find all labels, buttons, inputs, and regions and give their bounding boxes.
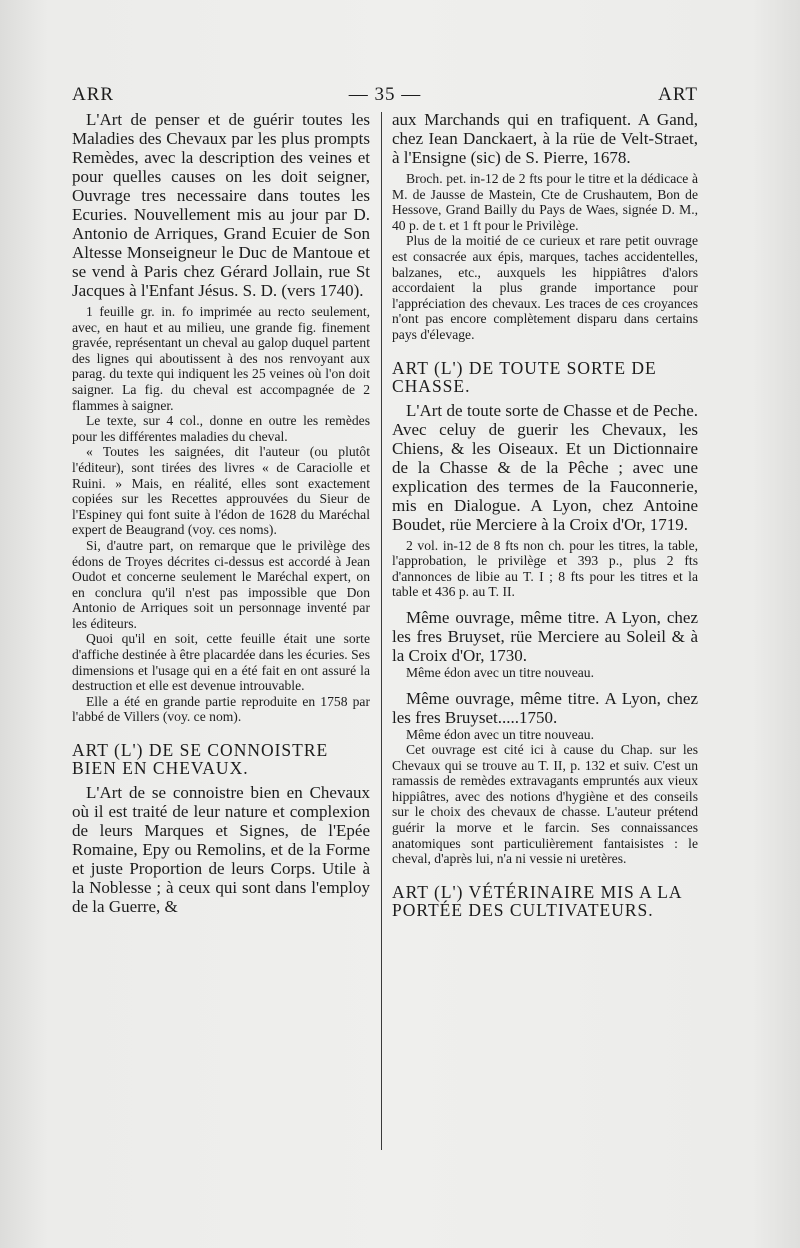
entry-note: Cet ouvrage est cité ici à cause du Chap. sur les Chevaux qui se trouve au T. II, p. 132 et suiv. C'est un ramassis de remèdes extravagants empruntés aux vieux hippiâtres, avec des notions d'hygiène et des conseils sur le choix des chevaux de chasse. L'auteur prétend guérir la morve et le farcin. Ses connaissances anatomiques sont particulièrement fantaisistes : le cheval, d'après lui, n'a ni vessie ni uretères.	[392, 742, 698, 867]
entry-note: Quoi qu'il en soit, cette feuille était une sorte d'affiche destinée à être placardée dans les écuries. Ses dimensions et l'usage qui en a été fait en ont assuré la destruction et elle est devenue introuvable.	[72, 631, 370, 694]
running-header	[72, 84, 698, 108]
entry-title: L'Art de penser et de guérir toutes les Maladies des Chevaux par les plus prompts Remèdes, avec la description des veines et pour quelles causes on les doit seigner, Ouvrage tres necessaire dans toutes les Ecuries. Nouvellement mis au jour par D. Antonio de Arriques, Grand Ecuier de Son Altesse Monseigneur le Duc de Mantoue et se vend à Paris chez Gérard Jollain, rue St Jacques à l'Enfant Jésus. S. D. (vers 1740).	[72, 110, 370, 300]
entry-description: 2 vol. in-12 de 8 fts non ch. pour les titres, la table, l'approbation, le privilège et 393 p., plus 2 fts d'annonces de libie au T. I ; 8 fts pour les titres et la table et 436 p. au T. II.	[392, 537, 698, 600]
edition-note: Même édon avec un titre nouveau.	[406, 726, 594, 742]
entry-title: L'Art de se connoistre bien en Chevaux où il est traité de leur nature et complexion de leurs Marques et Signes, de l'Epée Romaine, Epy ou Remolins, et de la Forme et juste Proportion de leurs Corps. Utile à la Noblesse ; à ceux qui sont dans l'employ de la Guerre, &	[72, 783, 370, 917]
header-right: ART	[658, 84, 698, 105]
right-column	[392, 110, 698, 925]
entry-note: « Toutes les saignées, dit l'auteur (ou plutôt l'éditeur), sont tirées des livres « de Caraciolle et Ruini. » Mais, en réalité, elles sont exactement copiées sur les Recettes approuvées du Sieur de l'Espiney qui font suite à l'édon de 1628 du Maréchal expert de Beaugrand (voy. ces noms).	[72, 444, 370, 538]
entry-description: 1 feuille gr. in. fo imprimée au recto seulement, avec, en haut et au milieu, une grande fig. finement gravée, représentant un cheval au galop duquel partent des lignes qui aboutissent à des nos renvoyant aux parag. du texte qui indiquent les 25 veines où l'on doit saigner. La fig. du cheval est accompagnée de 2 flammes à saigner.	[72, 304, 370, 413]
edition-title: Même ouvrage, même titre. A Lyon, chez les fres Bruyset.....1750.	[392, 688, 698, 727]
page-number: — 35 —	[348, 84, 422, 105]
column-divider	[381, 112, 382, 1150]
left-column	[72, 110, 370, 916]
entry-note: Le texte, sur 4 col., donne en outre les remèdes pour les différentes maladies du cheval.	[72, 413, 370, 444]
entry-note: Elle a été en grande partie reproduite en 1758 par l'abbé de Villers (voy. ce nom).	[72, 693, 370, 725]
entry-title: L'Art de toute sorte de Chasse et de Peche. Avec celuy de guerir les Chevaux, les Chiens, & les Oiseaux. Et un Dictionnaire de la Chasse & de la Pêche ; avec une explication des termes de la Fauconnerie, mis en Dialogue. A Lyon, chez Antoine Boudet, rüe Merciere à la Croix d'Or, 1719.	[392, 400, 698, 534]
entry-description: Broch. pet. in-12 de 2 fts pour le titre et la dédicace à M. de Jausse de Mastein, Cte de Crushautem, Bon de Hessove, Grand Bailly du Pays de Waes, signée D. M., 40 p. de t. et 1 ft pour le Privilège.	[392, 171, 698, 233]
entry-heading: ART (L') DE TOUTE SORTE DE CHASSE.	[392, 357, 657, 396]
entry-heading: ART (L') VÉTÉRINAIRE MIS A LA PORTÉE DES CULTIVATEURS.	[392, 881, 682, 920]
entry-note: Plus de la moitié de ce curieux et rare petit ouvrage est consacrée aux épis, marques, taches accidentelles, balzanes, etc., auxquels les hippiâtres d'alors accordaient la plus grande importance pour l'appréciation des chevaux. Les traces de ces croyances n'ont pas encore complètement disparu dans certains pays d'élevage.	[392, 233, 698, 342]
header-left: ARR	[72, 84, 115, 105]
entry-note: Si, d'autre part, on remarque que le privilège des édons de Troyes décrites ci-dessus est accordé à Jean Oudot et concerne seulement le Maréchal expert, on en conclura qu'il n'est pas impossible que Don Antonio de Arriques soit un personnage inventé par les éditeurs.	[72, 537, 370, 631]
entry-heading: ART (L') DE SE CONNOISTRE BIEN EN CHEVAUX.	[72, 740, 329, 779]
entry-title-continued: aux Marchands qui en trafiquent. A Gand, chez Iean Danckaert, à la rüe de Velt-Straet, à l'Ensigne (sic) de S. Pierre, 1678.	[392, 110, 698, 167]
edition-title: Même ouvrage, même titre. A Lyon, chez les fres Bruyset, rüe Merciere au Soleil & à la Croix d'Or, 1730.	[392, 607, 698, 665]
edition-note: Même édon avec un titre nouveau.	[406, 664, 594, 680]
